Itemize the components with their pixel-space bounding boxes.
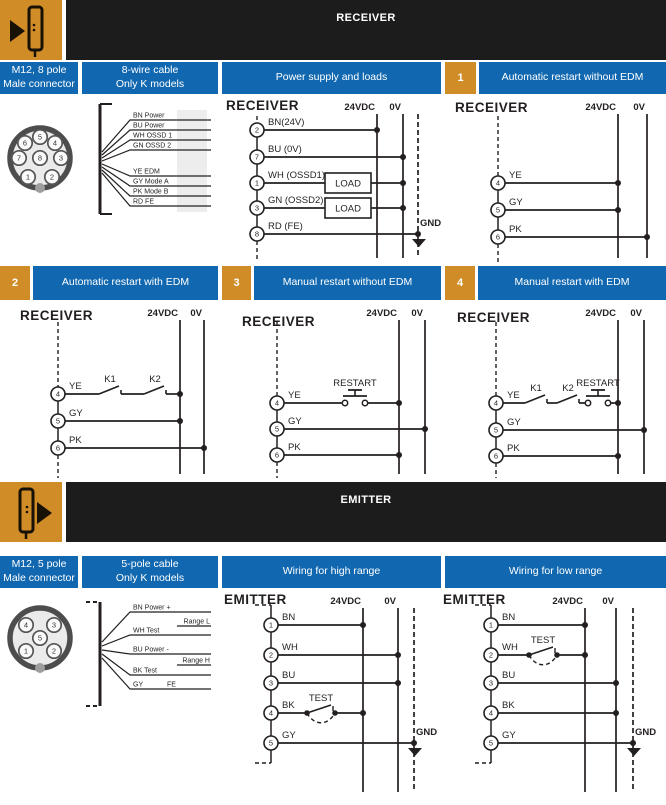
pin-number: 4 [274, 398, 280, 408]
wire-pin-1 [484, 612, 588, 632]
header-line: Automatic restart with EDM [61, 276, 190, 289]
svg-text:1: 1 [25, 172, 31, 182]
wiring-low-range-diagram [443, 588, 666, 800]
pin-number: 3 [488, 678, 494, 688]
receiver-cable-diagram [85, 94, 219, 266]
wire-label: GY [69, 408, 83, 419]
wire-label: YE [288, 390, 301, 401]
ground-symbol [627, 748, 641, 756]
pin-number: 1 [488, 620, 494, 630]
wire-pin-6 [270, 442, 402, 462]
rail-label: 24VDC [585, 308, 616, 319]
m12-5pole-connector-diagram [0, 598, 80, 678]
svg-text:2: 2 [51, 646, 57, 656]
svg-text:8: 8 [37, 153, 43, 163]
junction-dot [400, 205, 406, 211]
connector-pin-6 [18, 136, 32, 150]
wire-label: WH [502, 642, 518, 653]
junction-dot [422, 426, 428, 432]
wire-label: PK [507, 443, 520, 454]
svg-text:K2: K2 [149, 374, 161, 385]
rail-label: 24VDC [366, 308, 397, 319]
svg-text:3: 3 [58, 153, 64, 163]
wire-pin-2 [264, 642, 401, 662]
emitter-cable-diagram [85, 588, 219, 718]
wire-label: BN [502, 612, 516, 623]
wiring-svg [0, 300, 222, 482]
wiring-svg [443, 300, 666, 482]
svg-text:LOAD: LOAD [335, 203, 361, 215]
svg-text:5: 5 [37, 633, 43, 643]
wire-pin-1 [250, 170, 406, 193]
header-line: Only K models [115, 572, 185, 584]
connector-pin-3 [54, 151, 68, 165]
svg-text:EMITTER: EMITTER [443, 592, 506, 607]
pin-number: 7 [254, 152, 260, 162]
cable-wire-bu-power-- [102, 647, 211, 655]
header-line: 8-wire cable [121, 64, 179, 77]
wire-label: PK [288, 442, 301, 453]
receiver-content-row-2 [0, 300, 666, 482]
connector-pin-5 [33, 631, 47, 645]
svg-text:4: 4 [52, 138, 58, 148]
wire-pin-5 [51, 408, 183, 428]
svg-text:BU Power: BU Power [133, 122, 165, 130]
pin-number: 5 [488, 738, 494, 748]
ground-symbol [412, 239, 426, 247]
pin-number: 1 [254, 178, 260, 188]
wire-label: PK [69, 435, 82, 446]
wire-pin-5 [264, 727, 437, 756]
gnd-label: GND [635, 727, 657, 738]
connector-pin-1 [19, 644, 33, 658]
junction-dot [582, 622, 588, 628]
svg-text:BK Test: BK Test [133, 667, 157, 675]
junction-dot [415, 231, 421, 237]
emitter-content-row [0, 588, 666, 800]
pin-number: 4 [488, 708, 494, 718]
pin-number: 3 [254, 203, 260, 213]
wire-pin-6 [491, 224, 650, 244]
gnd-label: GND [420, 218, 442, 229]
wiring-svg [222, 300, 443, 482]
header-line: Wiring for high range [282, 565, 381, 578]
header-m12-5pole [0, 556, 78, 588]
junction-dot [615, 453, 621, 459]
pin-number: 5 [493, 425, 499, 435]
svg-text:Range H: Range H [182, 657, 210, 665]
pin-number: 4 [495, 178, 501, 188]
svg-text:RD FE: RD FE [133, 198, 154, 206]
header-line: M12, 8 pole [11, 64, 67, 77]
svg-text:BN Power +: BN Power + [133, 604, 171, 612]
svg-text:RECEIVER: RECEIVER [226, 98, 300, 113]
svg-text:7: 7 [16, 153, 22, 163]
junction-dot [400, 154, 406, 160]
wire-pin-5 [491, 197, 621, 217]
header-line: Male connector [3, 78, 75, 90]
header-line: Only K models [115, 78, 185, 90]
pin-number: 2 [254, 125, 260, 135]
svg-text:EMITTER: EMITTER [224, 592, 287, 607]
pin-number: 3 [268, 678, 274, 688]
rail-label: 24VDC [585, 102, 616, 113]
junction-dot [177, 391, 183, 397]
emitter-banner [0, 482, 666, 542]
header-auto-restart-with-edm [33, 266, 218, 300]
power-supply-wiring-diagram [222, 94, 445, 266]
wire-label: BN(24V) [268, 117, 305, 128]
rail-label: 0V [190, 308, 202, 319]
rail-label: 0V [602, 596, 614, 607]
pin-number: 5 [268, 738, 274, 748]
rail-label: 0V [411, 308, 423, 319]
header-num-1: 1 [445, 62, 476, 94]
wire-label: GY [509, 197, 523, 208]
cable-wire-range-l [177, 619, 211, 627]
wire-pin-6 [51, 435, 207, 455]
light-curtain-emitter-icon [0, 482, 62, 542]
pin-number: 8 [254, 229, 260, 239]
junction-dot [395, 680, 401, 686]
rail-label: 0V [633, 102, 645, 113]
header-8wire-cable [82, 62, 218, 94]
pin-number: 2 [268, 650, 274, 660]
wire-label: BU (0V) [268, 144, 302, 155]
wire-label: WH [282, 642, 298, 653]
receiver-content-row-1 [0, 94, 666, 266]
pin-number: 6 [55, 443, 61, 453]
header-line: Male connector [3, 572, 75, 584]
wire-pin-2 [484, 635, 588, 665]
junction-dot [400, 180, 406, 186]
svg-text:YE EDM: YE EDM [133, 168, 160, 176]
junction-dot [644, 234, 650, 240]
junction-dot [582, 652, 588, 658]
svg-text:1: 1 [23, 646, 29, 656]
wiring-svg [222, 588, 443, 800]
auto-restart-without-edm-diagram [445, 94, 666, 266]
header-manual-restart-without-edm [254, 266, 441, 300]
wire-pin-4 [491, 170, 621, 190]
wire-pin-4 [489, 378, 621, 410]
svg-text:RECEIVER: RECEIVER [457, 310, 531, 325]
wire-pin-3 [484, 670, 619, 690]
pin-number: 4 [493, 398, 499, 408]
pin-number: 6 [493, 451, 499, 461]
svg-text:Range L: Range L [183, 618, 210, 626]
wire-label: GY [507, 417, 521, 428]
header-line: M12, 5 pole [11, 558, 67, 571]
junction-dot [615, 400, 621, 406]
connector-pin-4 [19, 618, 33, 632]
wire-pin-1 [264, 612, 366, 632]
rail-label: 24VDC [330, 596, 361, 607]
wire-label: BU [502, 670, 516, 681]
rail-label: 0V [630, 308, 642, 319]
rail-label: 0V [389, 102, 401, 113]
header-line: Manual restart with EDM [514, 276, 630, 289]
svg-text:PK Mode B: PK Mode B [133, 188, 169, 196]
svg-text:5: 5 [37, 132, 43, 142]
pin-number: 4 [268, 708, 274, 718]
receiver-header-row-2 [0, 266, 666, 300]
connector-pin-2 [45, 170, 59, 184]
emitter-banner-title: EMITTER [66, 482, 666, 542]
svg-text:4: 4 [23, 620, 29, 630]
connector-svg [0, 598, 80, 678]
junction-dot [374, 127, 380, 133]
header-line: Automatic restart without EDM [501, 71, 644, 84]
pin-number: 2 [488, 650, 494, 660]
junction-dot [395, 652, 401, 658]
connector-svg [0, 118, 80, 198]
cable-svg [85, 94, 219, 266]
svg-text:BU Power -: BU Power - [133, 646, 169, 654]
wire-label: BK [282, 700, 295, 711]
pin-number: 5 [55, 416, 61, 426]
connector-pin-4 [48, 136, 62, 150]
svg-text:K2: K2 [562, 383, 574, 394]
junction-dot [615, 180, 621, 186]
wiring-high-range-diagram [222, 588, 443, 800]
header-wiring-high-range [222, 556, 441, 588]
svg-text:GY Mode A: GY Mode A [133, 178, 169, 186]
svg-text:K1: K1 [104, 374, 116, 385]
pin-number: 5 [274, 424, 280, 434]
pin-number: 1 [268, 620, 274, 630]
wire-label: WH (OSSD1) [268, 170, 325, 181]
connector-pin-5 [33, 130, 47, 144]
wire-label: GY [502, 730, 516, 741]
wire-pin-2 [250, 117, 380, 137]
junction-dot [641, 427, 647, 433]
wire-pin-5 [270, 416, 428, 436]
svg-text:BN Power: BN Power [133, 112, 165, 120]
wire-label: GN (OSSD2) [268, 195, 324, 206]
wire-pin-3 [250, 195, 406, 218]
junction-dot [396, 400, 402, 406]
svg-text:GY: GY [133, 681, 144, 689]
svg-text:FE: FE [167, 681, 176, 689]
header-wiring-low-range [445, 556, 666, 588]
header-m12-8pole [0, 62, 78, 94]
header-line: Power supply and loads [275, 71, 388, 84]
pin-number: 4 [55, 389, 61, 399]
junction-dot [615, 207, 621, 213]
wire-pin-5 [484, 727, 656, 756]
wire-pin-4 [484, 700, 619, 720]
wire-label: GY [282, 730, 296, 741]
svg-text:K1: K1 [530, 383, 542, 394]
receiver-header-row-1 [0, 62, 666, 94]
junction-dot [360, 622, 366, 628]
header-5pole-cable [82, 556, 218, 588]
pin-number: 6 [495, 232, 501, 242]
header-num-4: 4 [445, 266, 475, 300]
manual-restart-without-edm-diagram [222, 300, 443, 482]
connector-pin-3 [47, 618, 61, 632]
pin-number: 6 [274, 450, 280, 460]
rail-label: 0V [384, 596, 396, 607]
svg-text:WH Test: WH Test [133, 627, 160, 635]
manual-restart-with-edm-diagram [443, 300, 666, 482]
junction-dot [630, 740, 636, 746]
connector-pin-8 [33, 151, 47, 165]
wire-pin-4 [51, 374, 183, 401]
svg-text:RESTART: RESTART [576, 378, 620, 389]
receiver-icon-art [0, 0, 62, 60]
wire-pin-3 [264, 670, 401, 690]
wire-label: YE [69, 381, 82, 392]
svg-text:2: 2 [49, 172, 55, 182]
wiring-svg [445, 94, 666, 266]
svg-text:GN OSSD 2: GN OSSD 2 [133, 142, 172, 150]
header-num-3: 3 [222, 266, 251, 300]
wire-pin-7 [250, 144, 406, 164]
junction-dot [396, 452, 402, 458]
cable-wire-range-h [177, 658, 211, 666]
svg-text:RECEIVER: RECEIVER [455, 100, 529, 115]
wire-pin-6 [489, 443, 621, 463]
junction-dot [411, 740, 417, 746]
auto-restart-with-edm-diagram [0, 300, 222, 482]
rail-label: 24VDC [344, 102, 375, 113]
wire-pin-8 [250, 218, 441, 247]
header-num-2: 2 [0, 266, 30, 300]
header-line: Manual restart without EDM [282, 276, 413, 289]
wire-label: YE [509, 170, 522, 181]
emitter-icon-art [0, 482, 62, 542]
header-power-supply [222, 62, 441, 94]
gnd-label: GND [416, 727, 438, 738]
header-auto-restart-without-edm [479, 62, 666, 94]
wire-pin-5 [489, 417, 647, 437]
wire-label: YE [507, 390, 520, 401]
wire-label: BU [282, 670, 296, 681]
pin-number: 5 [495, 205, 501, 215]
header-line: 5-pole cable [121, 558, 179, 571]
ground-symbol [408, 748, 422, 756]
junction-dot [201, 445, 207, 451]
header-manual-restart-with-edm [478, 266, 666, 300]
svg-text:6: 6 [22, 138, 28, 148]
wire-label: BN [282, 612, 296, 623]
svg-text:RESTART: RESTART [333, 378, 377, 389]
rail-label: 24VDC [147, 308, 178, 319]
wiring-svg [443, 588, 666, 800]
connector-pin-2 [47, 644, 61, 658]
cable-svg [85, 588, 219, 718]
connector-pin-7 [12, 151, 26, 165]
junction-dot [360, 710, 366, 716]
wire-pin-4 [270, 378, 402, 410]
receiver-banner [0, 0, 666, 60]
svg-text:3: 3 [51, 620, 57, 630]
m12-8pole-connector-diagram [0, 118, 80, 198]
receiver-banner-title: RECEIVER [66, 0, 666, 60]
connector-pin-1 [21, 170, 35, 184]
junction-dot [613, 680, 619, 686]
cable-wire-wh-test [102, 628, 211, 647]
light-curtain-receiver-icon [0, 0, 62, 60]
svg-text:LOAD: LOAD [335, 178, 361, 190]
wire-label: RD (FE) [268, 221, 303, 232]
svg-text:RECEIVER: RECEIVER [242, 314, 316, 329]
svg-text:WH OSSD 1: WH OSSD 1 [133, 132, 173, 140]
svg-text:RECEIVER: RECEIVER [20, 308, 94, 323]
wiring-svg [222, 94, 445, 266]
svg-text:TEST: TEST [308, 693, 334, 704]
junction-dot [613, 710, 619, 716]
wire-label: PK [509, 224, 522, 235]
wire-label: GY [288, 416, 302, 427]
junction-dot [177, 418, 183, 424]
svg-text:TEST: TEST [530, 635, 556, 646]
wire-pin-4 [264, 693, 366, 723]
rail-label: 24VDC [552, 596, 583, 607]
header-line: Wiring for low range [508, 565, 603, 578]
wire-label: BK [502, 700, 515, 711]
emitter-header-row [0, 556, 666, 588]
